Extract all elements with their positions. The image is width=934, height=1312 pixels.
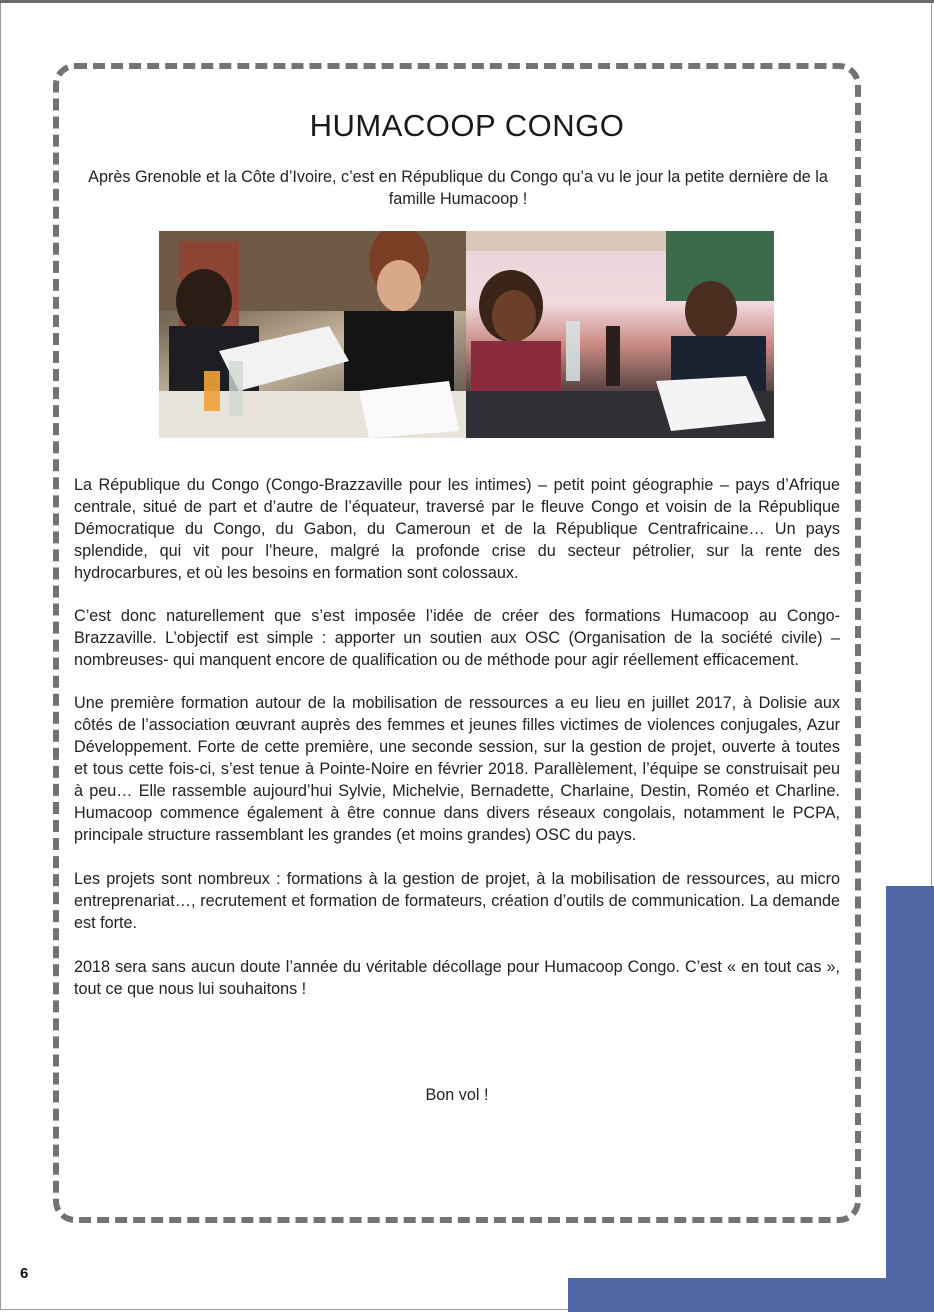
closing-line: Bon vol ! [425,1086,489,1104]
intro-text: Après Grenoble et la Côte d’Ivoire, c’est en République du Congo qu’a vu le jour la petite dernière de la famille Humacoop ! [88,168,828,208]
paragraph-text: La République du Congo (Congo-Brazzaville pour les intimes) – petit point géographie – pays d’Afrique centrale, situé de part et d’autre de l’équateur, traversé par le fleuve Congo et voisin de la République Démocratique du Congo, du Gabon, du Cameroun et de la République Centrafricaine… Un pays splendide, qui vit pour l’heure, malgré la profonde crise du secteur pétrolier, sur la rente des hydrocarbures, et où les besoins en formation sont colossaux. [74,476,840,582]
accent-block-bottom [568,1278,934,1312]
paragraph-text: Les projets sont nombreux : formations à la gestion de projet, à la mobilisation de ressources, au micro entreprenariat…, recrutement et formation de formateurs, création d’outils de communication. La demande est forte. [74,870,840,932]
paragraph-objective [74,605,840,671]
paragraph-history [74,692,840,846]
top-edge [0,0,934,3]
page-number: 6 [20,1265,29,1282]
paragraph-outlook [74,956,840,1000]
paragraph-projects [74,868,840,934]
photo-meeting-right [466,231,774,438]
paragraph-text: 2018 sera sans aucun doute l’année du véritable décollage pour Humacoop Congo. C’est « en tout cas », tout ce que nous lui souhaitons ! [74,958,840,998]
paragraph-text: Une première formation autour de la mobilisation de ressources a eu lieu en juillet 2017, à Dolisie aux côtés de l’association œuvrant auprès des femmes et jeunes filles victimes de violences conjugales, Azur Développement. Forte de cette première, une seconde session, sur la gestion de projet, ouverte à toutes et tous cette fois-ci, s’est tenue à Pointe-Noire en février 2018. Parallèlement, l’équipe se construisait peu à peu… Elle rassemble aujourd’hui Sylvie, Michelvie, Bernadette, Charlaine, Destin, Roméo et Charline. Humacoop commence également à être connue dans divers réseaux congolais, notamment le PCPA, principale structure rassemblant les grandes (et moins grandes) OSC du pays. [74,694,840,844]
page-title: HUMACOOP CONGO [309,108,625,143]
paragraph-geography [74,474,840,584]
paragraph-text: C’est donc naturellement que s’est imposée l’idée de créer des formations Humacoop au Congo-Brazzaville. L’objectif est simple : apporter un soutien aux OSC (Organisation de la société civile) – nombreuses- qui manquent encore de qualification ou de méthode pour agir réellement efficacement. [74,607,840,669]
photo-meeting-left [159,231,466,438]
